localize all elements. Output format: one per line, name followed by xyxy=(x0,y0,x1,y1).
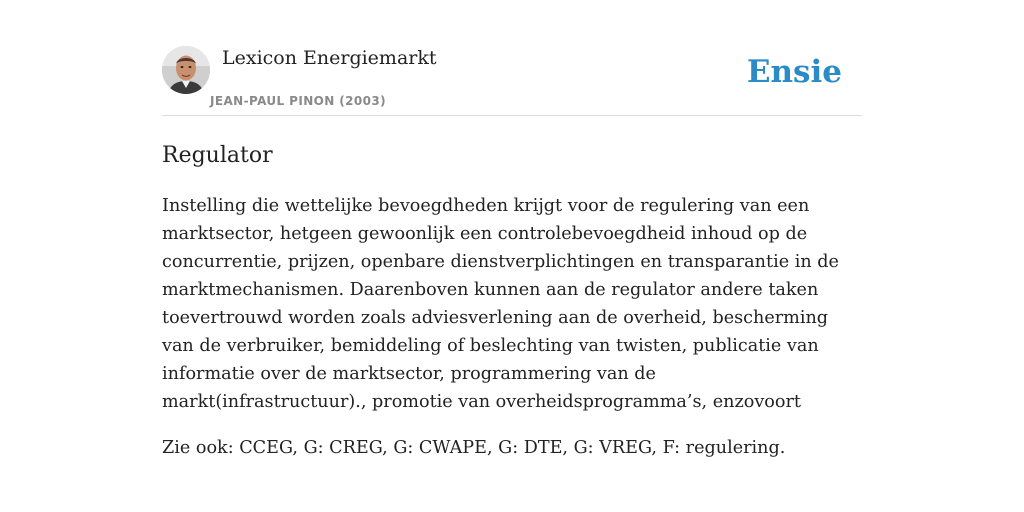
brand-logo-link[interactable]: Ensie xyxy=(746,54,842,90)
entry-header xyxy=(162,46,862,116)
author-name: JEAN-PAUL PINON (2003) xyxy=(210,94,387,108)
entry-definition: Instelling die wettelijke bevoegdheden krijgt voor de regulering van een marktsector, hetgeen gewoonlijk een controlebevoegdheid inhoud op de concurrentie, prijzen, openbare dienstverplichtingen en transparantie in de marktmechanismen. Daarenboven kunnen aan de regulator andere taken toevertrouwd worden zoals adviesverlening aan de overheid, bescherming van de verbruiker, bemiddeling of beslechting van twisten, publicatie van informatie over de marktsector, programmering van de markt(infrastructuur)., promotie van overheidsprogramma’s, enzovoort xyxy=(162,196,839,412)
author-portrait-icon xyxy=(162,46,210,94)
book-title-link[interactable]: Lexicon Energiemarkt xyxy=(222,47,437,69)
author-avatar[interactable] xyxy=(162,46,210,94)
see-also-text: Zie ook: CCEG, G: CREG, G: CWAPE, G: DTE, G: VREG, F: regulering. xyxy=(162,438,786,458)
page xyxy=(162,0,862,462)
entry-term: Regulator xyxy=(162,143,273,168)
